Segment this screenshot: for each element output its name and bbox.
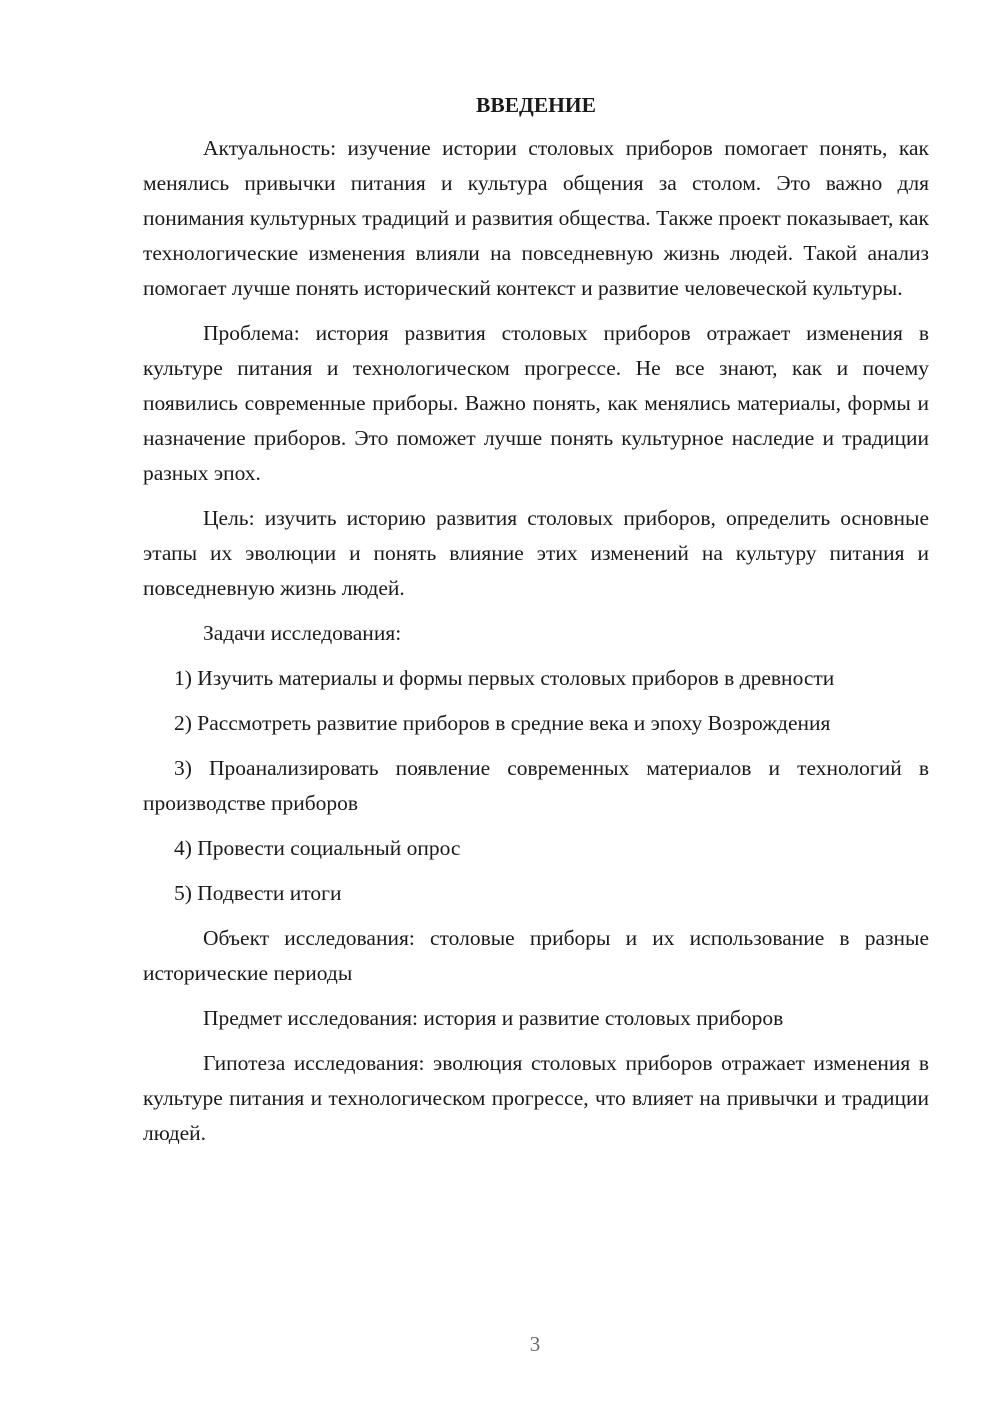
task-item: 3) Проанализировать появление современных материалов и технологий в производстве приборов	[143, 756, 929, 815]
task-item: 5) Подвести итоги	[174, 881, 342, 905]
relevance-paragraph: Актуальность: изучение истории столовых приборов помогает понять, как менялись привычки питания и культура общения за столом. Это важно для понимания культурных традиций и развития общества. Также проект показывает, как технологические изменения влияли на повседневную жизнь людей. Такой анализ помогает лучше понять исторический контекст и развитие человеческой культуры.	[143, 136, 929, 300]
subject-paragraph: Предмет исследования: история и развитие столовых приборов	[203, 1006, 784, 1030]
task-item: 1) Изучить материалы и формы первых столовых приборов в древности	[174, 666, 835, 690]
hypothesis-paragraph: Гипотеза исследования: эволюция столовых приборов отражает изменения в культуре питания и технологическом прогрессе, что влияет на привычки и традиции людей.	[143, 1051, 929, 1145]
task-item: 4) Провести социальный опрос	[174, 836, 461, 860]
page-number: 3	[529, 1332, 541, 1356]
object-paragraph: Объект исследования: столовые приборы и их использование в разные исторические периоды	[143, 926, 929, 985]
goal-paragraph: Цель: изучить историю развития столовых приборов, определить основные этапы их эволюции и понять влияние этих изменений на культуру питания и повседневную жизнь людей.	[143, 506, 929, 600]
tasks-heading: Задачи исследования:	[203, 621, 402, 645]
page-title: ВВЕДЕНИЕ	[476, 93, 596, 117]
document-page	[143, 88, 929, 1161]
problem-paragraph: Проблема: история развития столовых приборов отражает изменения в культуре питания и технологическом прогрессе. Не все знают, как и почему появились современные приборы. Важно понять, как менялись материалы, формы и назначение приборов. Это поможет лучше понять культурное наследие и традиции разных эпох.	[143, 321, 929, 485]
task-item: 2) Рассмотреть развитие приборов в средние века и эпоху Возрождения	[174, 711, 831, 735]
